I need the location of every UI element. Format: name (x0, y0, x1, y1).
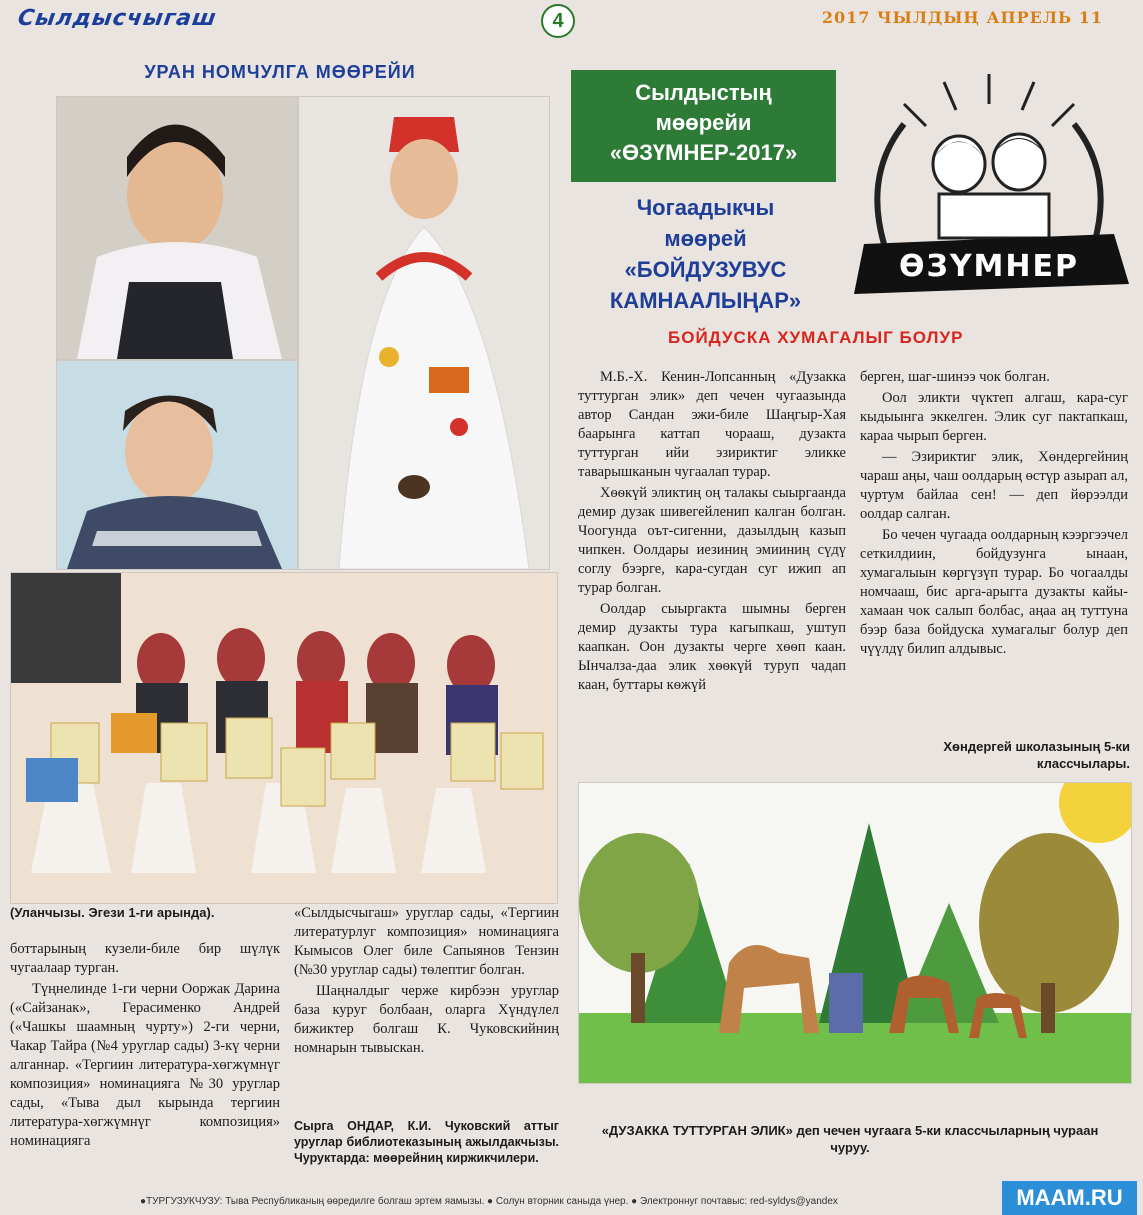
right-article-title: БОЙДУСКА ХУМАГАЛЫГ БОЛУР (668, 328, 964, 347)
contest-title-line: Сылдыстың (635, 80, 772, 105)
masthead: Сылдысчыгаш (16, 6, 219, 31)
contest-subheading (578, 192, 833, 316)
signature-line: Хѳндергей школазының 5-ки (943, 739, 1130, 754)
contest-title-line: мөөрейи (655, 110, 752, 135)
paragraph: Шаңналдыг черже кирбээн уруглар база куруг болбаан, оларга Хүндүлел бижиктер болгаш К. Чуковскийниң номнарын тывыскан. (294, 983, 559, 1056)
emblem-text: ӨЗҮМНЕР (899, 249, 1079, 284)
left-article-col2 (294, 904, 559, 1060)
children-drawing (578, 782, 1132, 1084)
header (0, 0, 1143, 48)
photo-boy-portrait (56, 360, 298, 570)
subheading-line: «БОЙДУЗУВУС (624, 257, 787, 282)
footer-info: ●ТУРГУЗУКЧУЗУ: Тыва Республиканың өөредилге болгаш эртем яамызы. ● Солун вторник саныда үнер. ● Электроннуг почтавыс: red-syldys@yandex (140, 1196, 838, 1207)
paragraph: боттарының кузели-биле бир шүлүк чугаалаар турган. (10, 941, 280, 976)
contest-title-box (571, 70, 836, 182)
paragraph: «Сылдысчыгаш» уруглар сады, «Тергиин литературлуг композиция» номинацияга Кымысов Олег биле Сапыянов Тензин (№30 уруглар сады) тѳлептиг болган. (294, 905, 559, 978)
drawing-caption: «ДУЗАККА ТУТТУРГАН ЭЛИК» деп чечен чугаага 5-ки классчыларның чураан чуруу. (601, 1123, 1099, 1155)
photo-girl-portrait (56, 96, 298, 360)
paragraph: М.Б.-Х. Кенин-Лопсанның «Дузакка туттурган элик» деп чечен чугаазында автор Сандан эжи-биле Шаңгыр-Хая баарынга каттап чорааш, дузакта туттурган ийи эзириктиг эликке таварышканын чугаалап турар. (578, 369, 846, 480)
paragraph: берген, шаг-шинээ чок болган. (860, 369, 1050, 385)
right-article-col1 (578, 368, 846, 697)
group-photo-caption: (Уланчызы. Эгези 1-ги арында). (10, 905, 215, 920)
paragraph: — Эзириктиг элик, Хөндергейниң чараш аңы, чаш оолдарың өстүр азырап ал, чуртум байлаа сен! — деп йѳрээлди оолдар салган. (860, 449, 1129, 522)
left-article-col1 (10, 940, 280, 1153)
photo-group-participants (10, 572, 558, 904)
paragraph: Хѳѳкүй эликтиң оң талакы сыыргаанда демир дузак шивегейленип калган болган. Чоогунда оът-сигенни, дазылдың казып чипкен. Оолдары иезиниң эмииниң сүдү соглу бээрге, кара-сугдан суг ижип ап турар болган. (578, 485, 846, 596)
paragraph: Бо чечен чугаада оолдарның кээргээчел сеткилдиин, бойдузунга ынаан, хумагалыын кѳргүзүп турар. Бо чогаалды номчааш, бис арга-арыгга дузакты кайы-хамаан чок салып болбас, аңаа аң туттуна бээр база бойдуска хумагалыг болур деп чүүлдү билип алдывыс. (860, 527, 1128, 657)
contest-title-line: «ӨЗҮМНЕР-2017» (609, 140, 798, 165)
watermark-logo: MAAM.RU (1002, 1181, 1137, 1215)
paragraph: Түңнелинде 1-ги черни Ооржак Дарина («Сайзанак», Герасименко Андрей («Чашкы шаамның чурту») 2-ги черни, Чакар Тайра (№4 уруглар сады) 3-кү черни алганнар. «Тергиин литература-хөгжүмнүг композиция» номинацияга №30 уруглар сады, «Тыва дыл кырында тергиин литература-хөгжүмнүг композиция» номинацияга (10, 981, 280, 1149)
signature-line: классчылары. (1036, 756, 1130, 771)
left-article-title: УРАН НОМЧУЛГА МӨӨРЕЙИ (144, 62, 416, 82)
subheading-line: мөөрей (664, 226, 747, 251)
page-number: 4 (541, 4, 575, 38)
subheading-line: Чогаадыкчы (636, 195, 775, 220)
right-article-col2 (860, 368, 1128, 661)
paragraph: Оол эликти чүктеп алгаш, кара-суг кыдыынга эккелген. Элик суг пактапкаш, караа чырып берген. (860, 390, 1128, 444)
photo-girl-costume (298, 96, 550, 570)
subheading-line: КАМНААЛЫҢАР» (609, 288, 802, 313)
left-article-signature: Сырга ОНДАР, К.И. Чуковский аттыг уруглар библиотеказының ажылдакчызы. Чуруктарда: мөөрейниң киржикчилери. (294, 1119, 559, 1165)
issue-date: 2017 ЧЫЛДЫҢ АПРЕЛЬ 11 (821, 8, 1103, 27)
paragraph: Оолдар сыыргакта шымны берген демир дузакты тура кагыпкаш, уштуп каапкан. Оон дузакты черге хѳѳп каан. Ынчалза-даа элик хѳѳкүй туруп чадап каан, буттары кѳжүй (578, 601, 846, 693)
right-article-signature (860, 738, 1130, 772)
contest-emblem (844, 64, 1134, 312)
